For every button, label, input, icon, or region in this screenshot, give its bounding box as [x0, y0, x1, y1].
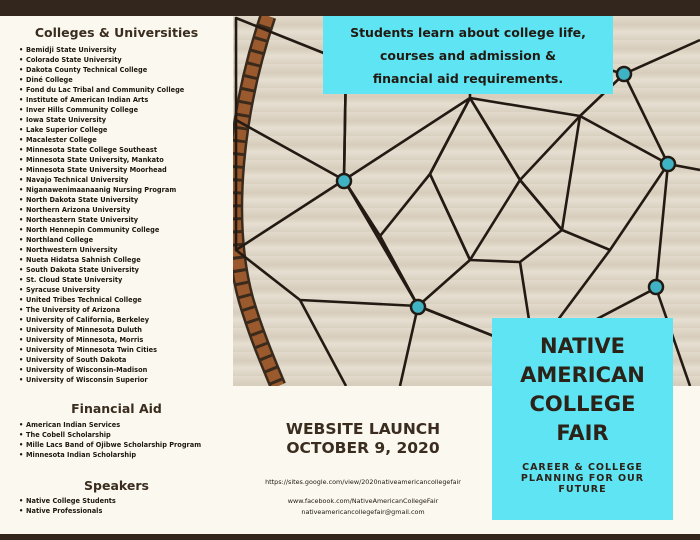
- banner-line-3: financial aid requirements.: [372, 71, 564, 86]
- college-list-item: • University of Wisconsin-Madison: [26, 365, 184, 375]
- college-list-item: • North Hennepin Community College: [26, 225, 184, 235]
- college-list-item: • Northeastern State University: [26, 215, 184, 225]
- college-list-item: • University of Minnesota Twin Cities: [26, 345, 184, 355]
- college-list-item: • University of California, Berkeley: [26, 315, 184, 325]
- college-list-item: • Fond du Lac Tribal and Community College: [26, 85, 184, 95]
- website-link[interactable]: https://sites.google.com/view/2020nativeamericancollegefair: [265, 478, 461, 486]
- college-list-item: • South Dakota State University: [26, 265, 184, 275]
- college-list-item: • Minnesota State College Southeast: [26, 145, 184, 155]
- banner-line-2: courses and admission &: [379, 48, 556, 63]
- website-launch: [233, 420, 493, 458]
- college-list-item: • Colorado State University: [26, 55, 184, 65]
- financial-aid-list-item: • The Cobell Scholarship: [26, 430, 201, 440]
- financial-aid-heading: Financial Aid: [71, 401, 162, 416]
- bead-icon: [337, 174, 351, 188]
- colleges-list: [26, 45, 184, 385]
- college-list-item: • University of Minnesota, Morris: [26, 335, 184, 345]
- college-list-item: • Northland College: [26, 235, 184, 245]
- college-list-item: • Nueta Hidatsa Sahnish College: [26, 255, 184, 265]
- financial-aid-list-item: • American Indian Services: [26, 420, 201, 430]
- info-banner: [323, 16, 613, 94]
- bead-icon: [411, 300, 425, 314]
- banner-line-1: Students learn about college life,: [350, 25, 586, 40]
- college-list-item: • Minnesota State University Moorhead: [26, 165, 184, 175]
- speaker-list-item: • Native Professionals: [26, 506, 116, 516]
- event-title-box: [492, 318, 673, 520]
- event-title-line-4: FAIR: [556, 421, 609, 445]
- college-list-item: • Lake Superior College: [26, 125, 184, 135]
- financial-aid-list-item: • Mille Lacs Band of Ojibwe Scholarship Program: [26, 440, 201, 450]
- college-list-item: • University of Minnesota Duluth: [26, 325, 184, 335]
- college-list-item: • Dakota County Technical College: [26, 65, 184, 75]
- college-list-item: • Northwestern University: [26, 245, 184, 255]
- bottom-border: [0, 534, 700, 540]
- college-list-item: • Bemidji State University: [26, 45, 184, 55]
- colleges-heading: Colleges & Universities: [34, 25, 199, 40]
- event-title-line-2: AMERICAN: [520, 363, 645, 387]
- college-list-item: • Iowa State University: [26, 115, 184, 125]
- email-link[interactable]: nativeamericancollegefair@gmail.com: [301, 508, 425, 516]
- college-list-item: • The University of Arizona: [26, 305, 184, 315]
- launch-date: OCTOBER 9, 2020: [286, 439, 440, 457]
- college-list-item: • Syracuse University: [26, 285, 184, 295]
- speakers-list: [26, 496, 116, 516]
- speaker-list-item: • Native College Students: [26, 496, 116, 506]
- bead-icon: [649, 280, 663, 294]
- facebook-link[interactable]: www.facebook.com/NativeAmericanCollegeFair: [287, 497, 439, 505]
- financial-aid-list-item: • Minnesota Indian Scholarship: [26, 450, 201, 460]
- launch-heading: WEBSITE LAUNCH: [285, 420, 441, 438]
- event-subtitle-line-2: PLANNING FOR OUR: [520, 473, 645, 484]
- college-list-item: • North Dakota State University: [26, 195, 184, 205]
- college-list-item: • University of Wisconsin Superior: [26, 375, 184, 385]
- speakers-heading: Speakers: [84, 478, 149, 493]
- bead-icon: [617, 67, 631, 81]
- financial-aid-list: [26, 420, 201, 460]
- college-list-item: • Niganawenimaanaanig Nursing Program: [26, 185, 184, 195]
- college-list-item: • St. Cloud State University: [26, 275, 184, 285]
- event-title-line-3: COLLEGE: [529, 392, 636, 416]
- top-border: [0, 0, 700, 16]
- college-list-item: • University of South Dakota: [26, 355, 184, 365]
- college-list-item: • United Tribes Technical College: [26, 295, 184, 305]
- event-subtitle-line-1: CAREER & COLLEGE: [522, 462, 643, 473]
- college-list-item: • Diné College: [26, 75, 184, 85]
- college-list-item: • Inver Hills Community College: [26, 105, 184, 115]
- college-list-item: • Institute of American Indian Arts: [26, 95, 184, 105]
- bead-icon: [661, 157, 675, 171]
- event-subtitle-line-3: FUTURE: [558, 484, 607, 495]
- left-panel: [0, 16, 233, 534]
- college-list-item: • Macalester College: [26, 135, 184, 145]
- event-title-line-1: NATIVE: [540, 334, 625, 358]
- college-list-item: • Navajo Technical University: [26, 175, 184, 185]
- college-list-item: • Northern Arizona University: [26, 205, 184, 215]
- college-list-item: • Minnesota State University, Mankato: [26, 155, 184, 165]
